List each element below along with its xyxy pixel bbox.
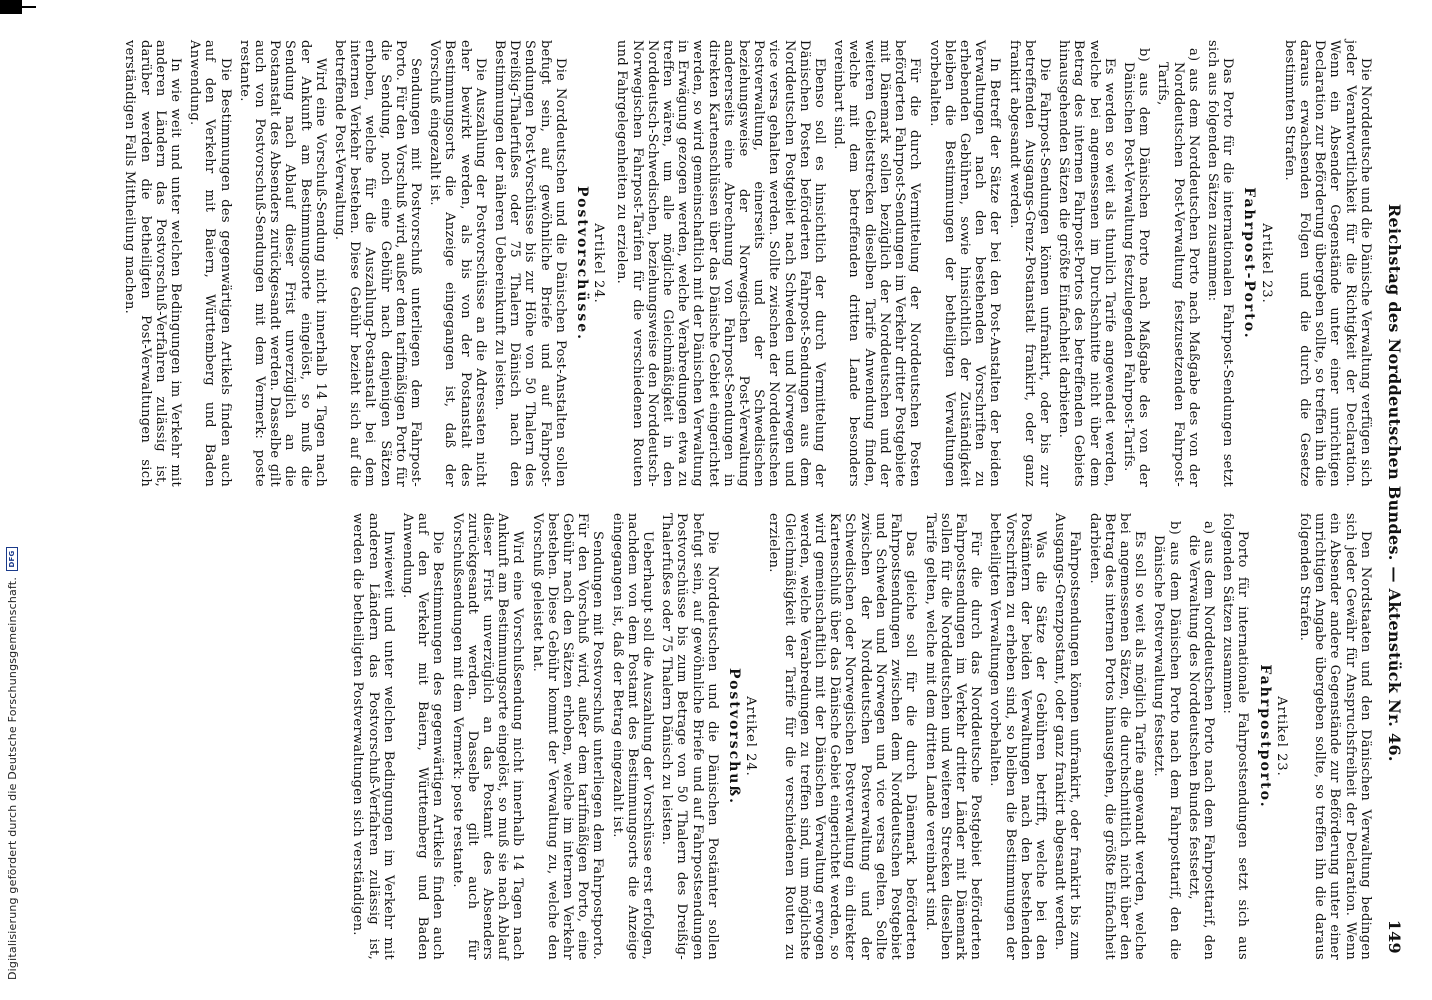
right-art24-p5: Die Bestimmungen des gegenwärtigen Artikels finden auch auf den Verkehr mit Baiern, Württemberg und Baden Anwendung.	[400, 513, 446, 960]
left-art24-p5: Die Bestimmungen des gegenwärtigen Artikels finden auch auf den Verkehr mit Baiern, Württemberg und Baden Anwendung.	[187, 40, 233, 487]
left-art23-item-b: b) aus dem Dänischen Porto nach Maßgabe des von der Dänischen Post-Verwaltung festzulegenden Fahrpost-Tarifs.	[1120, 48, 1152, 487]
left-art24-p3: Sendungen mit Postvorschuß unterliegen dem Fahrpost-Porto. Für den Vorschuß wird, außer dem tarifmäßigen Porto für die Sendung, noch eine Gebühr nach denjenigen Sätzen erhoben, welche für die Auszahlung-Postanstalt bei dem internen Verkehr bestehen. Diese Gebühr bezieht sich auf die betreffende Post-Verwaltung.	[332, 40, 424, 487]
right-art24-p6: Inwieweit und unter welchen Bedingungen im Verkehr mit anderen Ländern das Postvorschuß-Verfahren zulässig ist, werden die betheiligten Postverwaltungen sich verständigen.	[350, 513, 396, 960]
two-column-spread	[118, 40, 1373, 960]
left-art23-item-a: a) aus dem Norddeutschen Porto nach Maßgabe des von der Norddeutschen Post-Verwaltung festzusetzenden Fahrpost-Tarifs,	[1155, 48, 1201, 487]
page-number: 149	[1385, 919, 1404, 954]
page-header	[1387, 40, 1402, 960]
right-art23-heading: Artikel 23.	[1273, 696, 1289, 777]
dfg-logo: DFG	[6, 547, 18, 571]
right-art24-title: Postvorschuß.	[726, 668, 743, 805]
right-art23-p6: Das gleiche soll für die durch Dänemark beförderten Fahrpostsendungen zwischen dem Norddeutschen Postgebiet und Schweden und Norwegen und vice versa gelten. Sollte zwischen der Norddeutschen Postverwaltung und der Schwedischen oder Norwegischen Postverwaltung ein direkter Kartenschluß über das Dänische Gebiet eingerichtet werden, so wird gemeinschaftlich mit der Dänischen Verwaltung erwogen werden, welche Verabredungen zu treffen sind, um möglichste Gleichmäßigkeit der Tarife für die verschiedenen Routen zu erzielen.	[766, 513, 919, 960]
right-art23-p4: Was die Sätze der Gebühren betrifft, welche bei den Postämtern der beiden Verwaltungen nach den bestehenden Vorschriften zu erheben sind, so bleiben die Bestimmungen der betheiligten Verwaltungen vorbehalten.	[987, 513, 1048, 960]
left-intro: Die Norddeutsche und die Dänische Verwaltung verfügen sich jeder Verantwortlichkeit für die Richtigkeit der Declaration. Wenn ein Absender Gegenstände unter einer unrichtigen Declaration zur Beförderung übergeben sollte, so treffen ihn die daraus erwachsenden Folgen und die durch die Gesetze bestimmten Strafen.	[1281, 40, 1373, 487]
right-art23-p5: Für die durch das Norddeutsche Postgebiet beförderten Fahrpostsendungen im Verkehr dritter Länder mit Dänemark sollen für die Norddeutschen und weiteren Strecken dieselben Tarife gelten, welche mit dem dritten Lande vereinbart sind.	[922, 513, 984, 960]
right-art23-p3: Fahrpostsendungen können unfrankirt, oder frankirt bis zum Ausgangs-Grenzpostamt, oder ganz frankirt abgesandt werden.	[1052, 513, 1083, 960]
right-art24-heading: Artikel 24.	[743, 696, 759, 777]
right-art24-p2: Ueberhaupt soll die Auszahlung der Vorschüsse erst erfolgen, nachdem von dem Postamt des Bestimmungsorts die Anzeige eingegangen ist, daß der Betrag eingezahlt ist.	[609, 513, 656, 960]
left-art23-p1: Das Porto für die internationalen Fahrpost-Sendungen setzt sich aus folgenden Sätzen zusammen:	[1204, 40, 1236, 487]
left-column	[118, 40, 1373, 487]
right-art24-p4: Wird eine Vorschußsendung nicht innerhalb 14 Tagen nach Ankunft am Bestimmungsorte eingelöst, so muß sie nach Ablauf dieser Frist unverzüglich an das Postamt des Absenders zurückgesandt werden. Dasselbe gilt auch für Vorschußsendungen mit dem Vermerk: poste restante.	[449, 513, 526, 960]
left-art23-p2: Es werden so weit als thunlich Tarife angewendet werden, welche bei angemessenen im Durchschnitte nicht über dem Betrag des internen Fahrpost-Portos des betreffenden Gebiets hinausgehenden Sätzen die größte Einfachheit darbieten.	[1056, 40, 1117, 487]
right-art23-title: Fahrpostporto.	[1256, 664, 1273, 809]
right-intro: Den Nordstaaten und den Dänischen Verwaltung bedingen sich jeder Gewähr für Anspruchsfreiheit der Declaration. Wenn ein Absender andere Gegenstände zur Beförderung unter einer unrichtigen Angabe übergeben sollte, so treffen ihn die daraus folgenden Strafen.	[1296, 513, 1373, 960]
right-art23-item-b: b) aus dem Dänischen Porto nach dem Fahrposttarif, den die Dänische Postverwaltung festsetzt.	[1151, 521, 1182, 960]
left-art23-p5: Für die durch Vermittelung der Norddeutschen Posten beförderten Fahrpost-Sendungen im Verkehr dritter Postgebiete mit Dänemark sollen bezüglich der Norddeutschen und der weiteren Gebietstrecken dieselben Tarife Anwendung finden, welche mit dem betreffenden dritten Lande besonders vereinbart sind.	[831, 40, 923, 487]
right-art23-p2: Es soll so weit als möglich Tarife angewandt werden, welche bei angemessenen Sätzen, die durchschnittlich nicht über den Betrag des internen Portos hinausgehen, die größte Einfachheit darbieten.	[1086, 513, 1148, 960]
left-art24-heading: Artikel 24.	[591, 223, 607, 304]
left-art23-p4: In Betreff der Sätze der bei den Post-Anstalten der beiden Verwaltungen nach den bestehenden Vorschriften zu erhebenden Gebühren, sowie hinsichtlich der Zuständigkeit bleiben die Bestimmungen der betheiligten Verwaltungen vorbehalten.	[926, 40, 1003, 487]
left-art24-p2: Die Auszahlung der Postvorschüsse an die Adressaten nicht eher bewirkt werden, als bis von der Postanstalt des Bestimmungsorts die Anzeige eingegangen ist, daß der Vorschuß eingezahlt ist.	[427, 40, 488, 487]
credit-text: Digitalisierung gefördert durch die Deutsche Forschungsgemeinschaft.	[5, 576, 19, 980]
left-art23-title: Fahrpost-Porto.	[1241, 187, 1258, 340]
right-column	[118, 513, 1373, 960]
left-art24-title: Postvorschüsse.	[574, 186, 591, 341]
scan-corner-line	[22, 6, 36, 8]
left-art24-p1: Die Norddeutschen und die Dänischen Post-Anstalten sollen befugt sein, auf gewöhnliche Briefe und auf Fahrpost-Sendungen Post-Vorschüsse bis zur Höhe von 50 Thalern des Dreißig-Thalerfußes oder 75 Thalern Dänisch nach den Bestimmungen der näheren Uebereinkunft zu leisten.	[492, 40, 568, 487]
scan-corner-mark	[0, 0, 22, 14]
digitization-credit	[0, 20, 24, 980]
left-art23-p3: Die Fahrpost-Sendungen können unfrankirt, oder bis zur betreffenden Ausgangs-Grenz-Postanstalt frankirt, oder ganz frankirt abgesandt werden.	[1006, 40, 1052, 487]
header-title: Reichstag des Norddeutschen Bundes. — Aktenstück Nr. 46.	[1385, 203, 1404, 762]
left-art24-p4: Wird eine Vorschuß-Sendung nicht innerhalb 14 Tagen nach der Ankunft am Bestimmungsorte eingelöst, so muß die Sendung nach Ablauf dieser Frist unverzüglich an die Postanstalt des Absenders zurückgesandt werden. Dasselbe gilt auch von Postvorschuß-Sendungen mit dem Vermerk: poste restante.	[236, 40, 328, 487]
right-art24-p3: Sendungen mit Postvorschuß unterliegen dem Fahrpostporto. Für den Vorschuß wird, außer dem tarifmäßigen Porto, eine Gebühr nach den Sätzen erhoben, welche im internen Verkehr bestehen. Diese Gebühr kommt der Verwaltung zu, welche den Vorschuß geleistet hat.	[529, 513, 606, 960]
rotated-document-page	[48, 0, 1432, 1000]
right-art23-p1: Porto für internationale Fahrpostsendungen setzt sich aus folgenden Sätzen zusammen:	[1220, 513, 1251, 960]
scanned-page-area	[48, 0, 1432, 1000]
right-art23-item-a: a) aus dem Norddeutschen Porto nach dem Fahrposttarif, den die Verwaltung des Norddeutschen Bundes festsetzt,	[1185, 521, 1216, 960]
right-art24-p1: Die Norddeutschen und die Dänischen Postämter sollen befugt sein, auf gewöhnliche Briefe und auf Fahrpostsendungen Postvorschüsse bis zum Betrage von 50 Thalern des Dreißig-Thalerfußes oder 75 Thalern Dänisch zu leisten.	[659, 513, 720, 960]
left-art23-heading: Artikel 23.	[1258, 223, 1274, 304]
left-art23-p6: Ebenso soll es hinsichtlich der durch Vermittelung der Dänischen Posten beförderten Fahrpost-Sendungen aus dem Norddeutschen Postgebiet nach Schweden und Norwegen und vice versa gehalten werden. Sollte zwischen der Norddeutschen Postverwaltung, einerseits und der Schwedischen beziehungsweise der Norwegischen Post-Verwaltung andererseits eine Abrechnung von Fahrpost-Sendungen in direkten Kartenschlüssen über das Dänische Gebiet eingerichtet werden, so wird gemeinschaftlich mit der Dänischen Verwaltung in Erwägung gezogen werden, welche Verabredungen etwa zu treffen wären, um alle mögliche Gleichmäßigkeit in den Norddeutsch-Schwedischen, beziehungsweise den Norddeutsch-Norwegischen Fahrpost-Tarifen für die verschiedenen Routen und Fahrgelegenheiten zu erzielen.	[614, 40, 828, 487]
left-art24-p6: In wie weit und unter welchen Bedingungen im Verkehr mit anderen Ländern das Postvorschuß-Verfahren zulässig ist, darüber werden die betheiligten Post-Verwaltungen sich verständigen Falls Mittheilung machen.	[122, 40, 183, 487]
